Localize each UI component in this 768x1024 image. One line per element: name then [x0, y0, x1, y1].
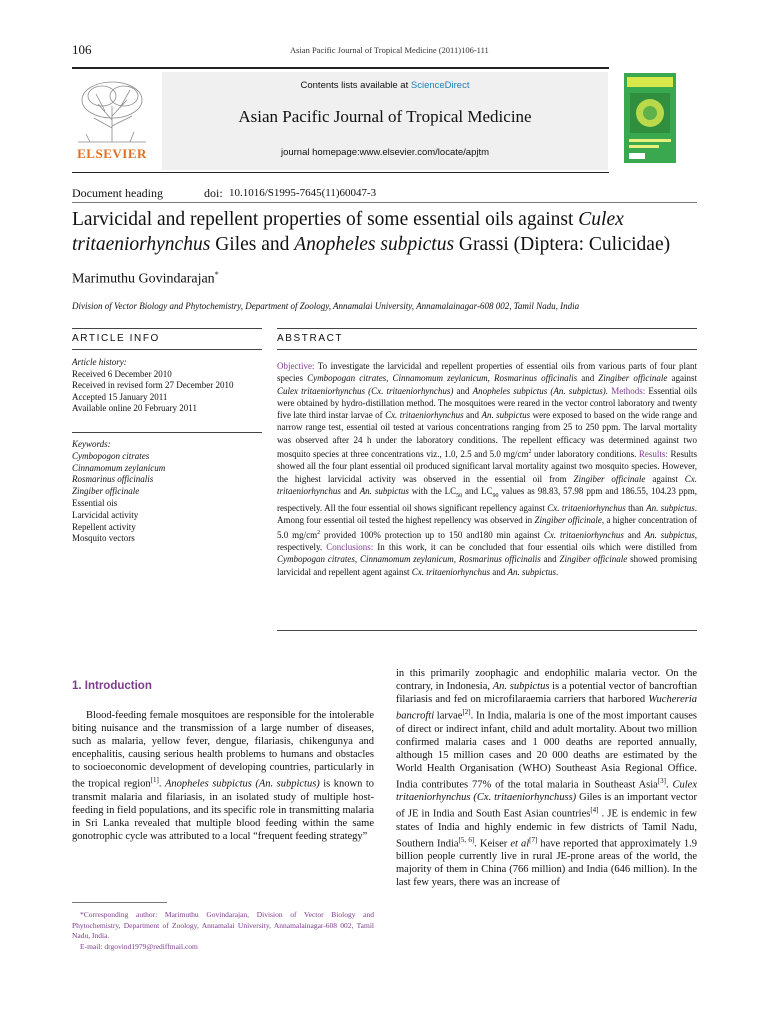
methods-label: Methods: [611, 385, 646, 396]
abstract-text: . Among four essential oil tested the highest repellency was observed in [277, 503, 698, 526]
body-text: is a potential vector of bancroftian filariasis and fed on microfilaraemia carriers that harbored [396, 681, 697, 705]
doi-label: doi: [204, 186, 223, 200]
species-name: An. subpictus [646, 503, 695, 514]
history-label: Article history: [72, 357, 127, 367]
abstract-text: than [625, 503, 647, 514]
abstract-text: provided 100% protection up to 150 and180 min against [320, 529, 544, 540]
elsevier-wordmark: ELSEVIER [77, 146, 147, 161]
masthead-rule [72, 172, 609, 173]
abstract-top-rule [277, 328, 697, 329]
footnote-line: *Corresponding author: Marimuthu Govindarajan, Division of Vector Biology and Phytochemistry, Department of Zoology, Annamalai University, Annamalainagar-608 002, Tamil Nadu, India. [72, 910, 374, 940]
history-item: Received in revised form 27 December 2010 [72, 380, 234, 390]
abstract-text: against [645, 473, 685, 484]
document-heading-label: Document heading [72, 186, 163, 200]
abstract-text: , respectively. [277, 529, 698, 552]
superscript: 2 [528, 449, 532, 456]
abstract-text: were exposed to based on the wide range and narrow range test, essential oil tested at various concentrations ranging from 25 to 250 ppm. The larval mortality was observed after 24 h under the laboratory conditions. The repellent efficacy was determined against two mosquito species at three concentrations viz., 1.0, 2.5 and 5.0 mg/cm [277, 410, 697, 460]
species-name: Cx. tritaeniorhynchus [543, 529, 624, 540]
journal-cover-thumbnail [624, 73, 676, 163]
body-paragraph [72, 709, 374, 843]
abstract-text: values as 98.83, 57.98 ppm and 186.55, 104.23 ppm, respectively. All the four essential oil shows significant repellency against [277, 485, 697, 514]
doi-value[interactable]: 10.1016/S1995-7645(11)60047-3 [229, 187, 377, 199]
keywords-block [72, 439, 262, 545]
body-text: have reported that approximately 1.9 billion people currently live in rural JE-prone areas of the world, the majority of them in China (766 million) and India (646 million). In the last few years, there was an increase of [396, 838, 697, 888]
abstract-text: , a higher concentration of 5.0 mg/cm [277, 515, 697, 540]
running-head: Asian Pacific Journal of Tropical Medicine (2011)106-111 [290, 45, 489, 55]
species-name: An. subpictus [507, 566, 557, 577]
title-text: Grassi (Diptera: Culicidae) [454, 234, 671, 255]
keyword-item: Rosmarinus officinalis [72, 474, 154, 485]
abstract-text: and [490, 566, 508, 577]
author-et-al: et al [510, 838, 530, 849]
article-info-heading: ARTICLE INFO [72, 333, 160, 344]
abstract-bottom-rule [277, 630, 697, 631]
body-text: . JE is endemic in few states of India and highly endemic in few districts of Tamil Nadu, Southern India [396, 808, 697, 849]
species-name: Zingiber officinale [573, 473, 646, 484]
title-species: Anopheles subpictus [294, 234, 455, 255]
conclusions-label: Conclusions: [326, 541, 374, 552]
abstract-text: In this work, it can be concluded that four essential oils which were distilled from [373, 541, 697, 552]
body-text: in this primarily zoophagic and endophilic malaria vector. On the contrary, in Indonesia, [396, 668, 697, 692]
author-affiliation: Division of Vector Biology and Phytochemistry, Department of Zoology, Annamalai University, Annamalainagar-608 002, Tamil Nadu, India [72, 301, 580, 311]
citation[interactable]: [3] [657, 776, 666, 785]
title-text: Giles and [210, 234, 295, 255]
abstract-sub-rule [277, 349, 697, 350]
species-name: Cx. tritaeniorhynchus [411, 566, 491, 577]
history-item: Accepted 15 January 2011 [72, 391, 168, 402]
citation[interactable]: [4] [590, 806, 599, 814]
species-name: Anopheles subpictus (An. subpictus) [164, 778, 320, 790]
species-name: Cymbopogan citrates, Cinnamomum zeylanicum, Rosmarinus officinalis [277, 554, 541, 565]
body-text: . [158, 778, 165, 790]
body-text: . Keiser [474, 838, 511, 849]
subscript: 50 [456, 492, 463, 499]
species-name: Anopheles subpictus (An. subpictus). [472, 385, 609, 396]
article-info-sub-rule [72, 349, 262, 350]
abstract-body [277, 360, 697, 578]
keyword-item: Repellent activity [72, 521, 136, 532]
title-text: Larvicidal and repellent properties of some essential oils against [72, 209, 579, 230]
species-name: Cx. tritaeniorhynchus [277, 473, 698, 496]
article-title [72, 207, 702, 257]
citation[interactable]: [2] [462, 708, 471, 716]
body-text: is known to transmit malaria and filariasis, in an isolated study of multiple host-feeding in field populations, and its specific role in transmitting malaria in Sri Lanka revealed that multiple blood feeding within the same gonotrophic cycle was attributed to a local “frequent feeding strategy” [72, 778, 374, 842]
species-name: Zingiber officinale [534, 515, 602, 526]
citation[interactable]: [1] [150, 776, 159, 784]
body-text: . In India, malaria is one of the most important causes of direct or indirect infant, child and adult mortality. About two million confirmed malaria cases and 1 000 deaths are reported annually, although 15 million cases and 20 000 deaths are estimated by the World Health Organisation (WHO) Southeast Asia Regional Office. India contributes 77% of the total malaria in Southeast Asia [396, 710, 697, 790]
history-item: Received 6 December 2010 [72, 368, 172, 379]
body-text: larvae [434, 710, 463, 722]
keywords-rule [72, 432, 262, 433]
keyword-item: Zingiber officinale [72, 486, 140, 497]
species-name: Cymbopogan citrates, Cinnamomum zeylanicum, Rosmarinus officinalis [307, 373, 578, 384]
contents-prefix: Contents lists available at [300, 80, 411, 91]
abstract-text: and LC [462, 485, 493, 496]
sciencedirect-link[interactable]: ScienceDirect [410, 80, 470, 91]
article-info-top-rule [72, 328, 262, 329]
abstract-text: under laboratory conditions. [531, 449, 639, 460]
corresponding-author-footnote [72, 910, 374, 952]
body-paragraph [396, 667, 697, 889]
abstract-heading: ABSTRACT [277, 333, 344, 344]
article-history [72, 357, 262, 415]
species-name: Zingiber officinale [598, 373, 668, 384]
body-column-left [72, 709, 374, 843]
section-heading-introduction: 1. Introduction [72, 680, 152, 692]
keyword-item: Mosquito vectors [72, 533, 135, 544]
citation[interactable]: [5, 6] [458, 835, 475, 844]
species-name: Wuchereria bancrofti [396, 694, 697, 722]
doi-rule [72, 202, 697, 203]
author-footnote-mark: * [214, 270, 219, 279]
abstract-text: and [463, 410, 482, 421]
species-name: An. subpictus [492, 681, 550, 692]
keyword-item: Cinnamomum zeylanicum [72, 462, 166, 473]
contents-line [162, 80, 608, 91]
abstract-text: and [340, 485, 360, 496]
keyword-item: Larvicidal activity [72, 509, 139, 520]
abstract-text: with the LC [408, 485, 457, 496]
keyword-item: Essential ois [72, 497, 118, 508]
results-label: Results: [638, 449, 668, 460]
keyword-item: Cymbopogon citrates [72, 450, 150, 461]
species-name: An. subpictus [359, 485, 409, 496]
species-name: An. subpictus [481, 410, 531, 421]
abstract-text: and [577, 373, 599, 384]
abstract-text: and [623, 529, 645, 540]
species-name: Cx. tritaeniorhynchus [385, 410, 464, 421]
species-name: Culex tritaeniorhynchus (Cx. tritaeniorhynchus) [277, 385, 454, 396]
species-name: Cx. tritaeniorhynchus [547, 503, 626, 514]
footnote-rule [72, 902, 167, 903]
body-text: . [666, 779, 673, 790]
species-name: Zingiber officinale [559, 554, 628, 565]
title-species: Culex tritaeniorhynchus [72, 209, 624, 255]
author-name [72, 270, 219, 288]
superscript: 2 [317, 529, 321, 536]
abstract-text: Results showed all the four plant essential oil produced significant larval mortality against two mosquito species. However, the highest larvicidal activity was observed in the essential oil from [277, 449, 697, 484]
abstract-text: To investigate the larvicidal and repellent properties of essential oils from various parts of four plant species [277, 361, 697, 384]
body-text: Giles is an important vector of JE in India and South East Asian countries [396, 792, 698, 820]
keywords-label: Keywords: [72, 439, 111, 449]
abstract-text: and [540, 554, 560, 565]
subscript: 90 [492, 492, 499, 499]
top-rule [72, 67, 609, 69]
journal-title: Asian Pacific Journal of Tropical Medicine [238, 107, 532, 126]
species-name: An. subpictus [644, 529, 695, 540]
abstract-text: Essential oils were obtained by hydro-distillation method. The mosquitoes were reared in the vector control laboratory and twenty five late third instar larvae of [277, 385, 698, 421]
history-item: Available online 20 February 2011 [72, 403, 197, 413]
body-text: Blood-feeding female mosquitoes are responsible for the intolerable biting nuisance and the transmission of a large number of diseases, such as malaria, yellow fever, dengue, filariasis, chikengunya and encephalitis, causing serious health problems to humans and obstacles to socioeconomic development of developing countries, particularly in the tropical region [72, 710, 374, 790]
objective-label: Objective: [277, 361, 315, 371]
abstract-text: against [667, 373, 697, 384]
citation[interactable]: [7] [529, 835, 538, 844]
author-text: Marimuthu Govindarajan [72, 271, 215, 287]
body-column-right [396, 667, 697, 889]
abstract-text: showed promising larvicidal and repellent agent against [277, 554, 698, 577]
journal-homepage-link[interactable]: journal homepage:www.elsevier.com/locate/apjtm [280, 147, 490, 158]
species-name: Culex tritaeniorhynchus (Cx. tritaeniorhynchuss) [396, 779, 698, 803]
abstract-text: and [453, 385, 473, 396]
author-email[interactable]: E-mail: drgovind1979@rediffmail.com [80, 941, 198, 951]
abstract-text: . [556, 566, 559, 577]
page-number: 106 [72, 42, 92, 57]
